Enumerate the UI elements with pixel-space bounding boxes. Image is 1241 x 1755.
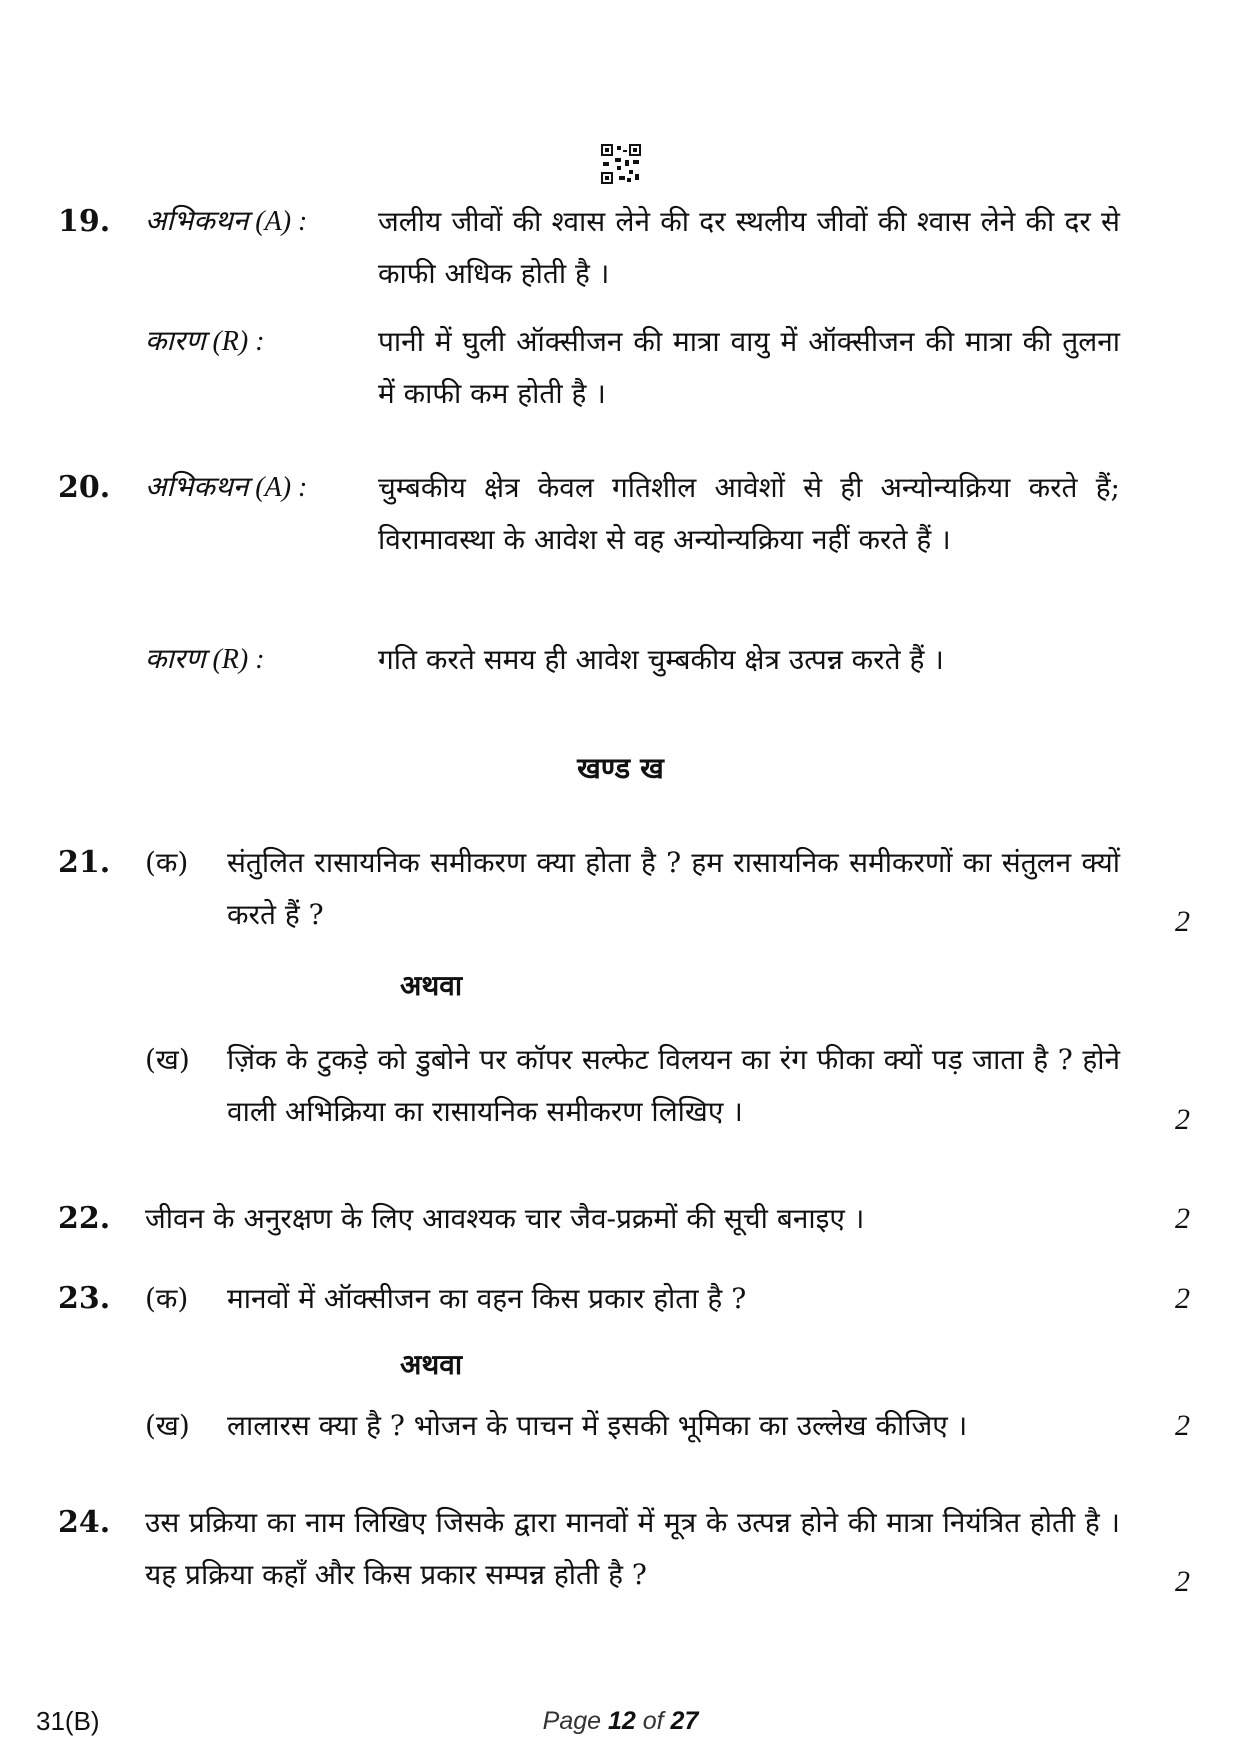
page-prefix: Page [542, 1707, 608, 1735]
part-b-text: लालारस क्या है ? भोजन के पाचन में इसकी भूमिका का उल्लेख कीजिए । [227, 1409, 968, 1442]
assertion-text: चुम्बकीय क्षेत्र केवल गतिशील आवेशों से ही अन्योन्यक्रिया करते हैं; विरामावस्था के आवेश से वह अन्योन्यक्रिया नहीं करते हैं । [378, 471, 1120, 556]
paper-code: 31(B) [36, 1706, 100, 1736]
question-number: 22. [58, 1201, 111, 1236]
question-number: 24. [58, 1505, 111, 1540]
page-of: of [635, 1707, 671, 1735]
assertion-label: अभिकथन (A) : [145, 472, 308, 503]
part-a-text: संतुलित रासायनिक समीकरण क्या होता है ? हम रासायनिक समीकरणों का संतुलन क्यों करते हैं ? [227, 846, 1120, 931]
page-total: 27 [670, 1707, 699, 1735]
part-b-text: ज़िंक के टुकड़े को डुबोने पर कॉपर सल्फेट विलयन का रंग फीका क्यों पड़ जाता है ? होने वाली अभिक्रिया का रासायनिक समीकरण लिखिए । [227, 1043, 1120, 1128]
part-a-label: (क) [145, 846, 189, 879]
page-current: 12 [607, 1707, 636, 1735]
reason-text: गति करते समय ही आवेश चुम्बकीय क्षेत्र उत्पन्न करते हैं । [378, 643, 944, 676]
marks: 2 [1175, 1565, 1190, 1598]
reason-label: कारण (R) : [145, 644, 265, 675]
reason-label: कारण (R) : [145, 326, 265, 357]
assertion-text: जलीय जीवों की श्वास लेने की दर स्थलीय जीवों की श्वास लेने की दर से काफी अधिक होती है । [378, 205, 1120, 290]
part-a-label: (क) [145, 1282, 189, 1315]
or-separator: अथवा [400, 969, 463, 1002]
marks: 2 [1175, 1409, 1190, 1442]
part-b-label: (ख) [145, 1409, 190, 1442]
page-indicator [0, 1704, 1241, 1738]
marks: 2 [1175, 1282, 1190, 1315]
part-b-label: (ख) [145, 1043, 190, 1076]
qr-code-icon [601, 144, 641, 184]
section-title: खण्ड ख [577, 751, 664, 785]
question-number: 20. [58, 470, 111, 505]
question-text: उस प्रक्रिया का नाम लिखिए जिसके द्वारा मानवों में मूत्र के उत्पन्न होने की मात्रा नियंत्रित होती है । यह प्रक्रिया कहाँ और किस प्रकार सम्पन्न होती है ? [145, 1506, 1120, 1591]
part-a-text: मानवों में ऑक्सीजन का वहन किस प्रकार होता है ? [227, 1282, 747, 1315]
marks: 2 [1175, 1103, 1190, 1136]
question-text: जीवन के अनुरक्षण के लिए आवश्यक चार जैव-प्रक्रमों की सूची बनाइए । [145, 1202, 865, 1235]
question-number: 19. [58, 204, 111, 239]
assertion-label: अभिकथन (A) : [145, 206, 308, 237]
reason-text: पानी में घुली ऑक्सीजन की मात्रा वायु में ऑक्सीजन की मात्रा की तुलना में काफी कम होती है । [378, 325, 1120, 410]
marks: 2 [1175, 905, 1190, 938]
question-number: 23. [58, 1281, 111, 1316]
question-number: 21. [58, 845, 111, 880]
or-separator: अथवा [400, 1348, 463, 1381]
marks: 2 [1175, 1202, 1190, 1235]
